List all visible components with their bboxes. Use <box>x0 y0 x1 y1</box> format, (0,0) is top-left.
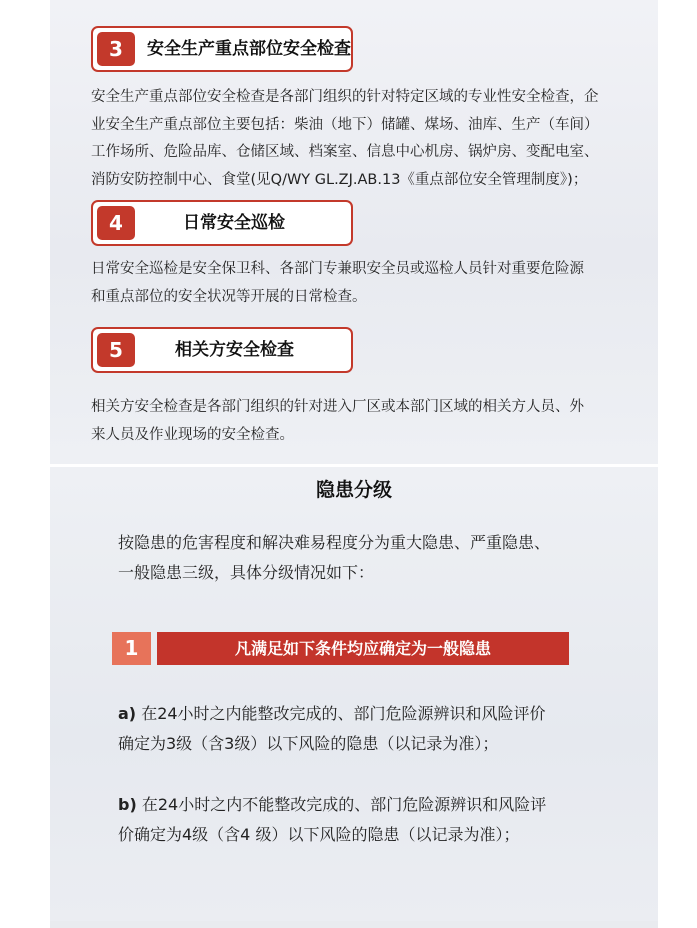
paragraph-line: 相关方安全检查是各部门组织的针对进入厂区或本部门区域的相关方人员、外 <box>91 399 584 415</box>
section-header-5 <box>91 327 353 373</box>
paragraph-line: 消防安防控制中心、食堂(见Q/WY GL.ZJ.AB.13《重点部位安全管理制度》)； <box>91 171 588 188</box>
grading-intro <box>118 528 550 588</box>
level-title-bar: 凡满足如下条件均应确定为一般隐患 <box>157 632 569 665</box>
grading-item-a <box>118 699 546 759</box>
hazard-grading-panel <box>50 467 658 921</box>
item-text: 价确定为4级（含4 级）以下风险的隐患（以记录为准）； <box>118 825 520 844</box>
section-header-4 <box>91 200 353 246</box>
item-prefix: b) <box>118 795 137 814</box>
section-number-badge: 4 <box>97 206 135 240</box>
paragraph-line: 来人员及作业现场的安全检查。 <box>91 426 294 443</box>
level-number-badge: 1 <box>112 632 151 665</box>
item-text: 确定为3级（含3级）以下风险的隐患（以记录为准）； <box>118 734 499 753</box>
paragraph-line: 业安全生产重点部位主要包括：柴油（地下）储罐、煤场、油库、生产（车间） <box>91 116 599 133</box>
paragraph-line: 工作场所、危险品库、仓储区域、档案室、信息中心机房、锅炉房、变配电室、 <box>91 144 599 160</box>
section-paragraph-4 <box>91 256 631 311</box>
item-prefix: a) <box>118 704 137 723</box>
intro-line: 一般隐患三级，具体分级情况如下： <box>118 563 375 582</box>
section-title: 日常安全巡检 <box>183 213 285 233</box>
inspection-types-panel <box>50 0 658 464</box>
section-title: 相关方安全检查 <box>175 340 294 360</box>
section-header-3 <box>91 26 353 72</box>
item-text: 在24小时之内能整改完成的、部门危险源辨识和风险评价 <box>136 704 546 723</box>
paragraph-line: 安全生产重点部位安全检查是各部门组织的针对特定区域的专业性安全检查，企 <box>91 89 599 105</box>
item-text: 在24小时之内不能整改完成的、部门危险源辨识和风险评 <box>136 795 547 814</box>
intro-line: 按隐患的危害程度和解决难易程度分为重大隐患、严重隐患、 <box>118 533 551 552</box>
bottom-divider <box>50 921 658 928</box>
section-paragraph-5 <box>91 394 631 449</box>
section-number-badge: 3 <box>97 32 135 66</box>
paragraph-line: 和重点部位的安全状况等开展的日常检查。 <box>91 288 367 305</box>
section-number-badge: 5 <box>97 333 135 367</box>
paragraph-line: 日常安全巡检是安全保卫科、各部门专兼职安全员或巡检人员针对重要危险源 <box>91 261 584 277</box>
grading-item-b <box>118 790 546 850</box>
section-paragraph-3 <box>91 84 631 194</box>
grading-title: 隐患分级 <box>315 479 392 501</box>
section-title: 安全生产重点部位安全检查 <box>147 39 351 59</box>
